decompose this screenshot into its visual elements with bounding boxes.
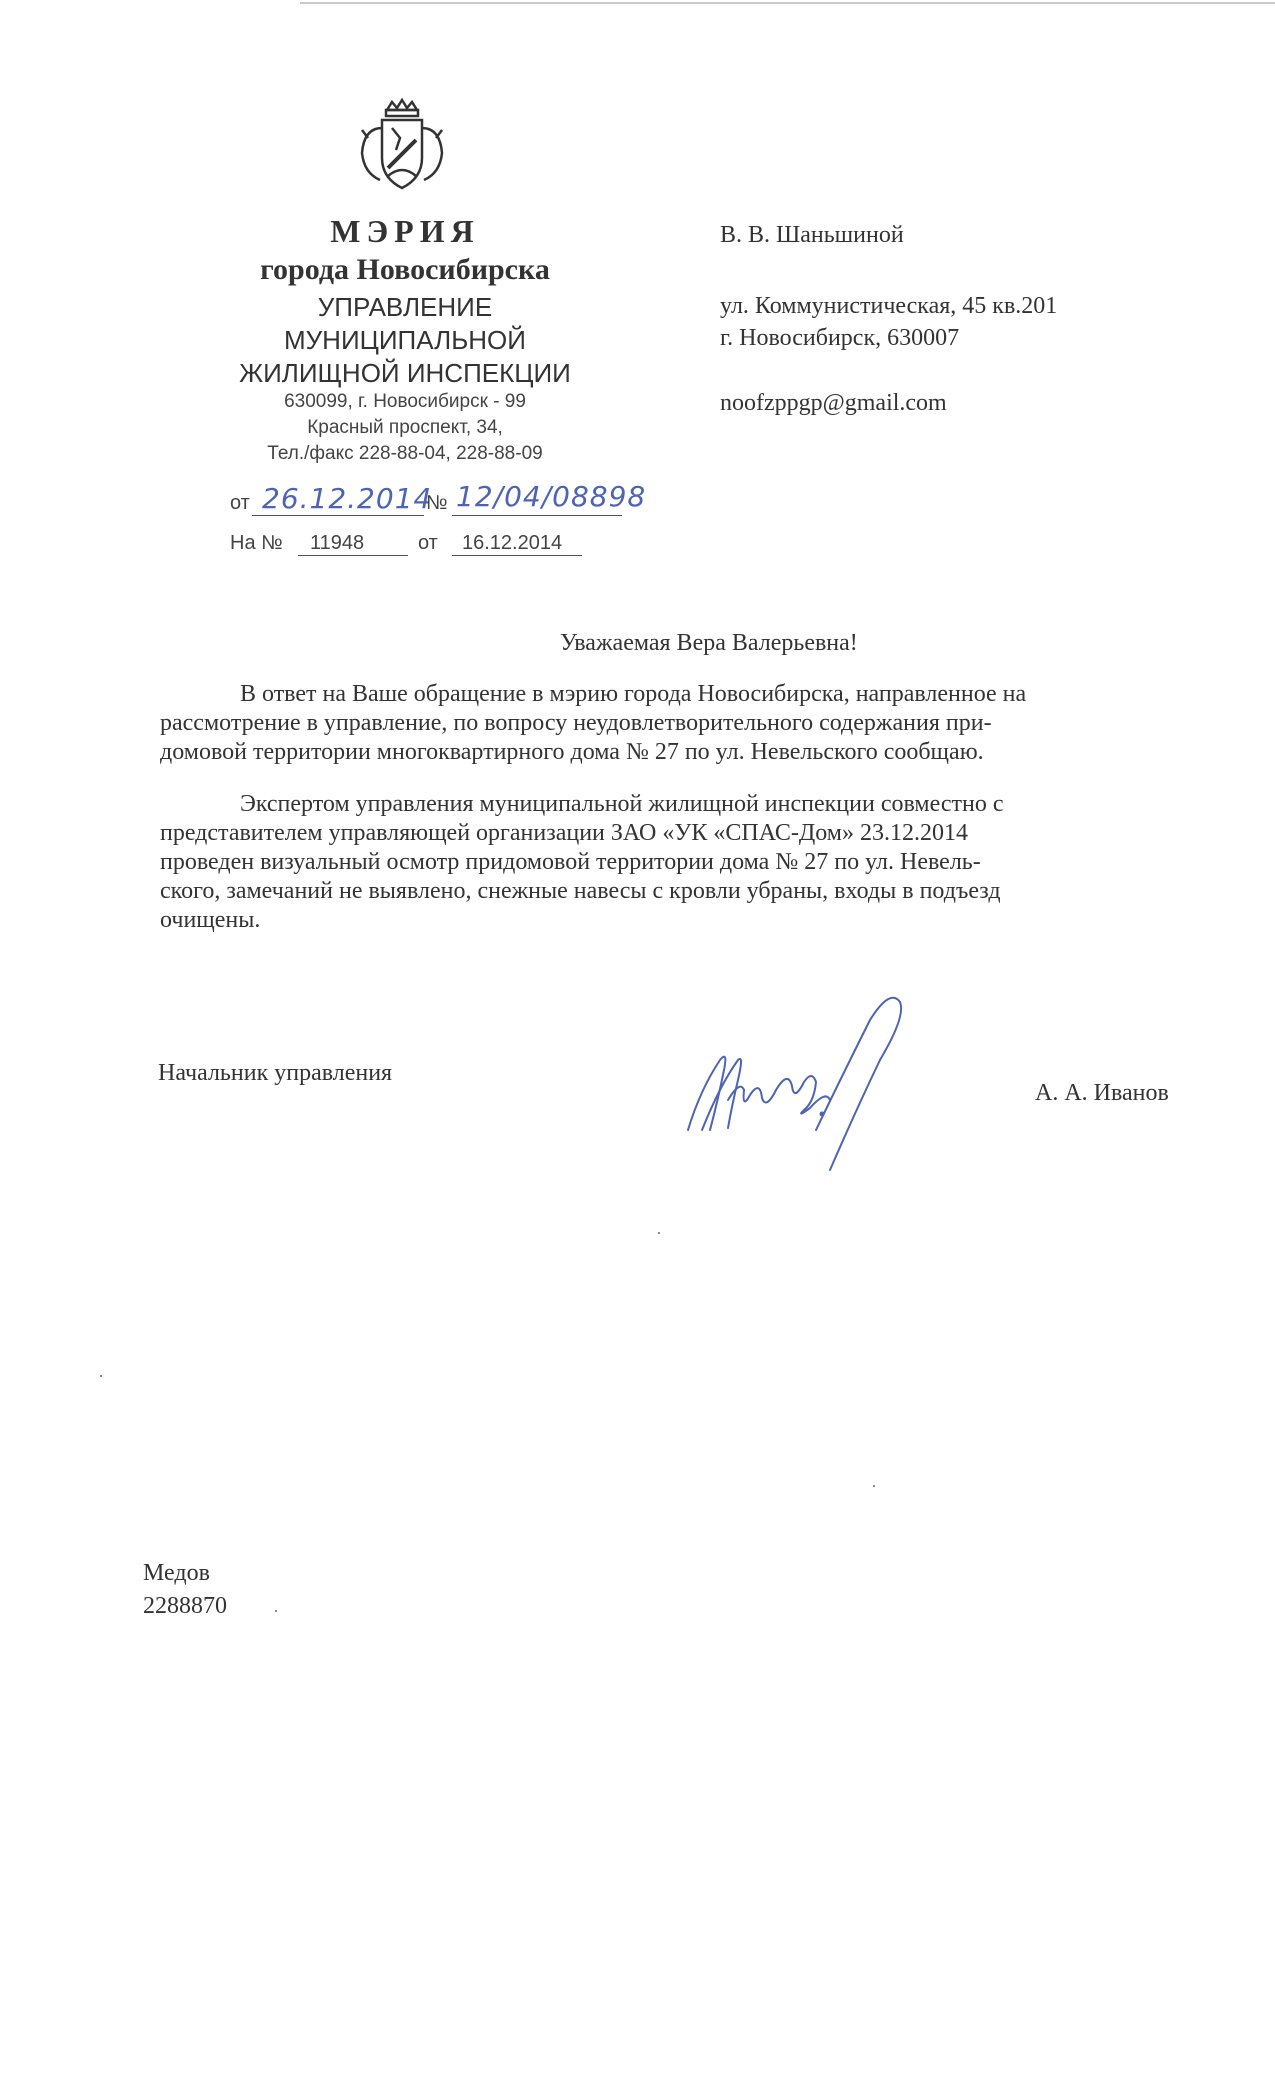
scan-speck: [658, 1232, 660, 1234]
paragraph-1: [160, 680, 1205, 767]
department-line-1: УПРАВЛЕНИЕ: [317, 292, 493, 322]
paragraph-2: [160, 790, 1205, 935]
registration-date-underline: [252, 515, 424, 516]
signer-name: А. А. Иванов: [1035, 1080, 1169, 1106]
address-line-1: 630099, г. Новосибирск - 99: [284, 391, 526, 412]
paragraph-2-line: Экспертом управления муниципальной жилищной инспекции совместно с: [240, 791, 1004, 817]
paragraph-2-line: представителем управляющей организации ЗАО «УК «СПАС-Дом» 23.12.2014: [160, 820, 968, 846]
reference-from-label: от: [418, 532, 438, 554]
executor-name: Медов: [143, 1560, 210, 1586]
reference-date: 16.12.2014: [462, 532, 563, 554]
paragraph-2-line: очищены.: [160, 907, 261, 933]
reference-number: 11948: [310, 532, 365, 554]
executor-phone: 2288870: [143, 1593, 227, 1619]
reference-line: [230, 528, 630, 562]
paragraph-1-line: В ответ на Ваше обращение в мэрию города Новосибирска, направленное на: [240, 681, 1027, 707]
paragraph-1-line: рассмотрение в управление, по вопросу неудовлетворительного содержания при-: [160, 710, 992, 736]
address-line-2: Красный проспект, 34,: [307, 417, 503, 438]
paragraph-2-line: ского, замечаний не выявлено, снежные навесы с кровли убраны, входы в подъезд: [160, 878, 1001, 904]
signer-position: Начальник управления: [158, 1060, 393, 1086]
paragraph-2-line: проведен визуальный осмотр придомовой территории дома № 27 по ул. Невель-: [160, 849, 981, 875]
recipient-name: В. В. Шаньшиной: [720, 222, 904, 248]
registration-line: [230, 482, 680, 522]
reference-number-underline: [298, 555, 408, 556]
recipient-city: г. Новосибирск, 630007: [720, 325, 960, 351]
department-line-3: ЖИЛИЩНОЙ ИНСПЕКЦИИ: [239, 358, 571, 388]
paragraph-1-line: домовой территории многоквартирного дома № 27 по ул. Невельского сообщаю.: [160, 739, 984, 765]
salutation: Уважаемая Вера Валерьевна!: [560, 630, 858, 656]
recipient-street: ул. Коммунистическая, 45 кв.201: [720, 293, 1058, 319]
reference-date-underline: [452, 555, 582, 556]
coat-of-arms-icon: [352, 98, 452, 198]
registration-from-label: от: [230, 492, 250, 514]
scan-speck: [275, 1610, 277, 1612]
registration-number: 12/04/08898: [456, 480, 647, 513]
recipient-email: noofzppgp@gmail.com: [720, 390, 947, 416]
office-title: МЭРИЯ: [330, 213, 480, 249]
registration-number-underline: [452, 515, 622, 516]
department-line-2: МУНИЦИПАЛЬНОЙ: [284, 325, 526, 355]
registration-number-label: №: [426, 492, 448, 514]
city-title: города Новосибирска: [260, 253, 550, 286]
scan-speck: [100, 1375, 102, 1377]
scan-edge-line: [300, 2, 1275, 4]
scan-speck: [873, 1485, 875, 1487]
reference-label: На №: [230, 532, 283, 554]
handwritten-signature: [680, 990, 930, 1180]
address-line-3: Тел./факс 228-88-04, 228-88-09: [267, 443, 543, 464]
registration-date: 26.12.2014: [262, 482, 433, 515]
